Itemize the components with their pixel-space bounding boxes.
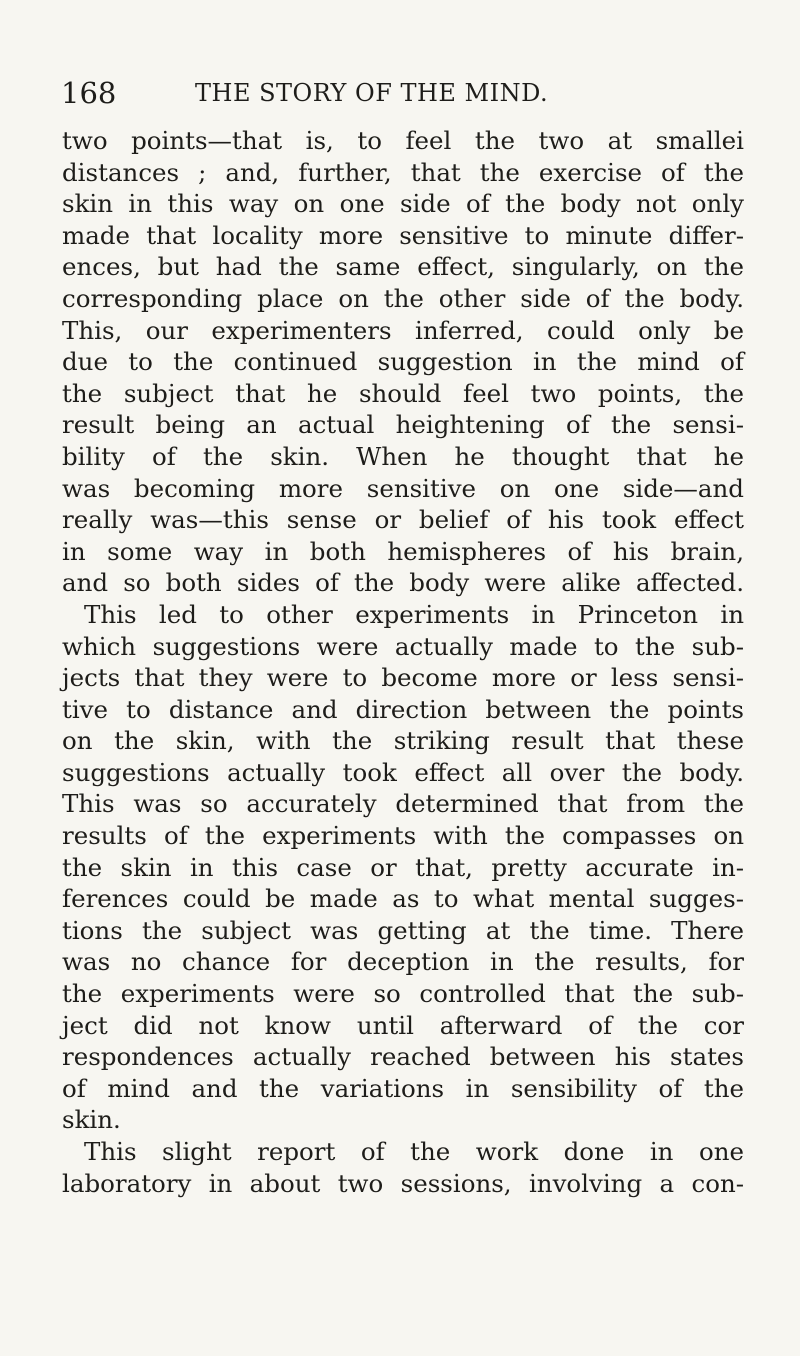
text-line: two points—that is, to feel the two at smallei (62, 126, 744, 155)
text-line: tive to distance and direction between the points (62, 694, 744, 724)
text-line: really was—this sense or belief of his took effect (62, 505, 744, 535)
text-line: ferences could be made as to what mental sugges- (62, 884, 744, 914)
text-line: of mind and the variations in sensibility of the (62, 1073, 744, 1103)
text-line: the skin in this case or that, pretty accurate in- (62, 852, 744, 882)
running-header (61, 74, 726, 112)
page-number: 168 (61, 76, 117, 110)
text-line: This was so accurately determined that from the (62, 789, 744, 819)
running-title: THE STORY OF THE MIND. (195, 79, 549, 107)
text-line: This led to other experiments in Princeton in (84, 599, 744, 629)
text-line: respondences actually reached between his states (62, 1042, 744, 1072)
text-line: result being an actual heightening of the sensi- (62, 410, 744, 440)
text-line: in some way in both hemispheres of his brain, (62, 536, 744, 566)
text-line: suggestions actually took effect all over the body. (62, 757, 744, 787)
text-line: skin. (62, 1105, 121, 1135)
text-line: This, our experimenters inferred, could only be (62, 315, 744, 345)
text-line: tions the subject was getting at the time. There (62, 915, 744, 945)
text-line: laboratory in about two sessions, involving a con- (62, 1168, 744, 1198)
text-line: bility of the skin. When he thought that he (62, 441, 744, 471)
text-line: results of the experiments with the compasses on (62, 821, 744, 851)
text-line: on the skin, with the striking result that these (62, 726, 744, 756)
text-line: distances ; and, further, that the exercise of the (62, 157, 744, 187)
text-line: jects that they were to become more or less sensi- (62, 663, 744, 693)
text-line: the subject that he should feel two points, the (62, 378, 744, 408)
text-line: skin in this way on one side of the body not only (62, 189, 744, 219)
text-line: which suggestions were actually made to the sub- (62, 631, 744, 661)
text-line: made that locality more sensitive to minute differ- (62, 220, 744, 250)
text-line: the experiments were so controlled that the sub- (62, 979, 744, 1009)
text-line: was no chance for deception in the results, for (62, 947, 744, 977)
text-line: corresponding place on the other side of the body. (62, 283, 744, 313)
text-line: This slight report of the work done in one (84, 1137, 744, 1166)
text-line: and so both sides of the body were alike affected. (62, 568, 744, 598)
body-text (62, 125, 744, 1199)
text-line: was becoming more sensitive on one side—and (62, 473, 744, 503)
text-line: ences, but had the same effect, singularly, on the (62, 252, 744, 282)
text-line: due to the continued suggestion in the mind of (62, 347, 744, 377)
text-line: ject did not know until afterward of the cor (62, 1010, 744, 1040)
